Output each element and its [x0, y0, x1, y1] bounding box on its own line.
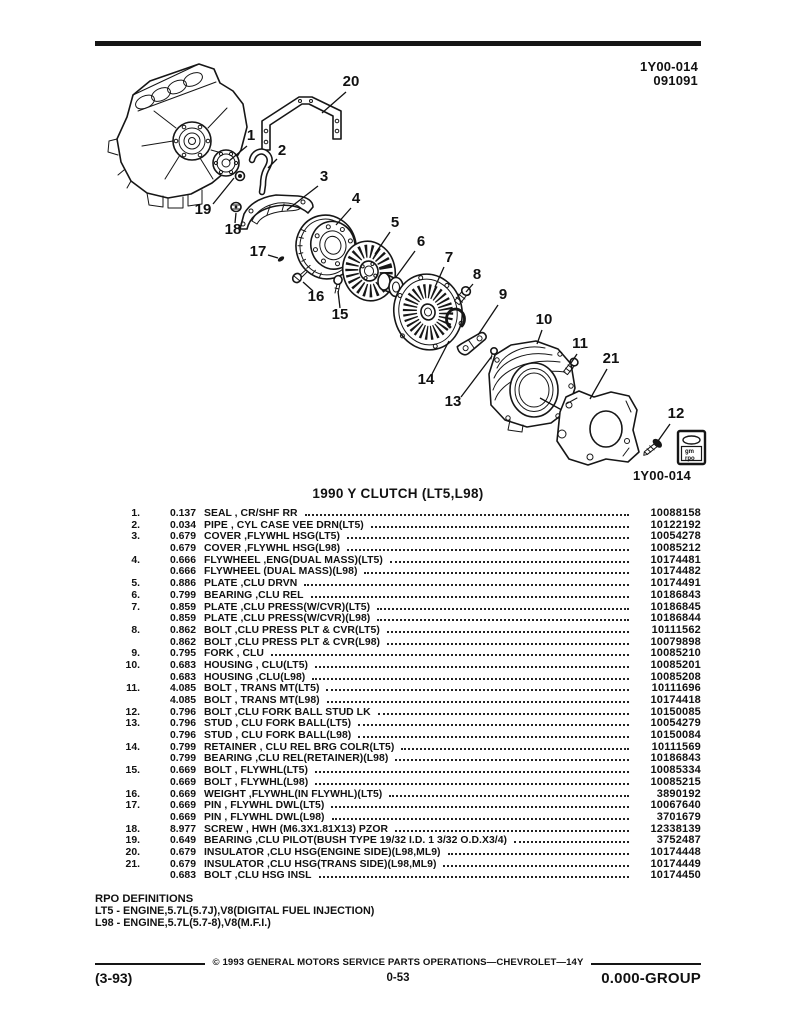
- insulator-part: [557, 391, 639, 465]
- part-description: HOUSING , CLU(LT5): [204, 659, 309, 671]
- parts-table: [95, 486, 701, 882]
- footer-group: 0.000-GROUP: [601, 970, 701, 987]
- table-row: [95, 800, 701, 812]
- quantity: 0.796: [169, 718, 196, 730]
- callout-number-18: 18: [224, 221, 242, 238]
- dot-leader: [377, 619, 629, 621]
- table-row: [95, 625, 701, 637]
- table-row: [95, 660, 701, 672]
- rpo-line-lt5: LT5 - ENGINE,5.7L(5.7J),V8(DIGITAL FUEL INJECTION): [95, 905, 375, 918]
- table-row: [95, 765, 701, 777]
- table-row: [95, 824, 701, 836]
- dot-leader: [326, 689, 629, 691]
- dowel-pin-part: [277, 255, 285, 262]
- part-description: STUD , CLU FORK BALL(L98): [204, 730, 352, 742]
- table-row: [95, 812, 701, 824]
- item-number: 10.: [125, 659, 140, 671]
- part-number: 10079898: [650, 635, 701, 648]
- table-row: [95, 707, 701, 719]
- part-number: 10174418: [650, 694, 701, 706]
- part-number: 10085334: [650, 764, 701, 777]
- item-number: 9.: [131, 648, 140, 660]
- item-number: 14.: [125, 741, 140, 753]
- dot-leader: [347, 537, 629, 539]
- footer-rule-right: [591, 963, 701, 965]
- footer-page-number: 0-53: [386, 972, 410, 984]
- table-rows: [95, 508, 701, 882]
- item-number: 11.: [126, 683, 140, 695]
- table-row: [95, 742, 701, 754]
- part-number: 10174448: [650, 845, 701, 858]
- quantity: 0.683: [169, 659, 196, 671]
- part-description: BOLT , TRANS MT(L98): [204, 695, 320, 706]
- part-description: BOLT ,CLU PRESS PLT & CVR(L98): [204, 636, 381, 648]
- callout-number-9: 9: [498, 286, 508, 303]
- callout-number-13: 13: [444, 393, 462, 410]
- quantity: 0.669: [169, 800, 196, 812]
- part-number: 10174450: [650, 869, 701, 882]
- table-row: [95, 789, 701, 801]
- screw-part-18: [231, 203, 241, 212]
- table-row: [95, 566, 701, 578]
- top-rule: [95, 41, 701, 46]
- dot-leader: [305, 514, 629, 516]
- callout-number-12: 12: [667, 405, 685, 422]
- exploded-diagram: [0, 48, 791, 498]
- table-row: [95, 730, 701, 742]
- rpo-box-line2: rpo: [685, 456, 695, 462]
- dot-leader: [448, 853, 629, 855]
- rpo-box-line1: gm: [685, 449, 694, 455]
- part-number: 10085215: [650, 775, 701, 788]
- clutch-fork-part: [456, 329, 488, 357]
- table-row: [95, 508, 701, 520]
- item-number: 15.: [125, 765, 140, 777]
- item-number: 20.: [125, 846, 140, 858]
- part-description: BEARING ,CLU REL(RETAINER)(L98): [204, 753, 389, 765]
- part-description: BOLT ,CLU HSG INSL: [204, 870, 312, 882]
- rpo-line-l98: L98 - ENGINE,5.7L(5.7-8),V8(M.F.I.): [95, 917, 271, 930]
- callout-number-2: 2: [277, 142, 287, 159]
- part-number: 10186845: [650, 600, 701, 613]
- dot-leader: [271, 654, 629, 656]
- table-row: [95, 847, 701, 859]
- header-ref-line1: 1Y00-014: [640, 59, 698, 74]
- item-number: 13.: [125, 718, 140, 730]
- figure-id: 1Y00-014: [633, 468, 691, 483]
- rpo-heading: RPO DEFINITIONS: [95, 893, 194, 905]
- item-number: 12.: [125, 706, 140, 718]
- table-row: [95, 777, 701, 789]
- quantity: 0.034: [169, 519, 196, 531]
- quantity: 8.977: [169, 823, 196, 835]
- table-row: [95, 555, 701, 567]
- part-description: BOLT , FLYWHL(L98): [204, 776, 309, 788]
- dot-leader: [315, 783, 629, 785]
- part-description: COVER ,FLYWHL HSG(L98): [204, 543, 341, 555]
- callout-number-16: 16: [307, 288, 325, 305]
- pilot-bearing-part: [236, 172, 245, 181]
- part-number: 10174449: [650, 857, 701, 870]
- part-description: FORK , CLU: [204, 648, 264, 660]
- item-number: 6.: [131, 589, 140, 601]
- part-number: 3890192: [656, 787, 701, 800]
- callout-leader-6: [396, 251, 415, 277]
- rpo-definitions: [95, 893, 701, 930]
- part-number: 10150084: [650, 729, 701, 742]
- quantity: 0.862: [169, 624, 196, 636]
- part-number: 10085212: [650, 542, 701, 555]
- callout-number-17: 17: [249, 243, 267, 260]
- quantity: 0.795: [169, 648, 196, 660]
- table-row: [95, 613, 701, 625]
- item-number: 7.: [131, 601, 140, 613]
- part-number: 10085208: [650, 670, 701, 683]
- callout-number-1: 1: [246, 127, 256, 144]
- footer-date: (3-93): [95, 970, 133, 986]
- quantity: 0.859: [169, 601, 196, 613]
- callout-number-21: 21: [602, 350, 620, 367]
- part-description: SCREW , HWH (M6.3X1.81X13) PZOR: [204, 823, 388, 835]
- table-row: [95, 718, 701, 730]
- item-number: 1.: [131, 508, 140, 519]
- quantity: 0.886: [169, 578, 196, 590]
- quantity: 0.679: [169, 858, 196, 870]
- callout-number-3: 3: [319, 168, 329, 185]
- part-description: FLYWHEEL (DUAL MASS)(L98): [204, 566, 358, 578]
- part-number: 10067640: [650, 799, 701, 812]
- dot-leader: [514, 841, 629, 843]
- part-number: 10111569: [651, 740, 701, 753]
- quantity: 0.669: [169, 776, 196, 788]
- dot-leader: [401, 748, 629, 750]
- quantity: 0.799: [169, 741, 196, 753]
- dot-leader: [387, 631, 629, 633]
- part-number: 10085210: [650, 647, 701, 660]
- part-number: 10186844: [650, 612, 701, 625]
- part-number: 10186843: [650, 588, 701, 601]
- part-number: 10085201: [650, 658, 701, 671]
- dot-leader: [315, 666, 629, 668]
- table-row: [95, 520, 701, 532]
- dot-leader: [332, 818, 629, 820]
- part-description: BOLT , FLYWHL(LT5): [204, 765, 309, 777]
- quantity: 0.137: [169, 508, 196, 519]
- seal-flange-part: [213, 150, 239, 176]
- header-ref-line2: 091091: [653, 72, 698, 88]
- part-number: 10174481: [650, 553, 701, 566]
- bracket-part: [262, 97, 341, 150]
- copyright-line: © 1993 GENERAL MOTORS SERVICE PARTS OPERATIONS—CHEVROLET—14Y: [212, 957, 584, 968]
- part-number: 10111696: [651, 682, 701, 695]
- part-number: 12338139: [650, 822, 701, 835]
- table-row: [95, 602, 701, 614]
- callout-number-6: 6: [416, 233, 426, 250]
- quantity: 4.085: [169, 695, 196, 706]
- dot-leader: [319, 876, 630, 878]
- quantity: 0.683: [169, 870, 196, 882]
- rpo-label-box: [678, 431, 705, 464]
- quantity: 0.679: [169, 846, 196, 858]
- table-row: [95, 835, 701, 847]
- quantity: 0.666: [169, 554, 196, 566]
- callout-number-14: 14: [417, 371, 435, 388]
- table-row: [95, 753, 701, 765]
- item-number: 8.: [131, 624, 140, 636]
- engine-block-drawing: [108, 64, 247, 208]
- part-description: FLYWHEEL ,ENG(DUAL MASS)(LT5): [204, 554, 383, 566]
- footer-rule-left: [95, 963, 205, 965]
- item-number: 5.: [131, 578, 140, 590]
- quantity: 0.679: [169, 531, 196, 543]
- callout-number-4: 4: [351, 190, 361, 207]
- part-number: 10174491: [650, 577, 701, 590]
- part-description: HOUSING ,CLU(L98): [204, 671, 306, 683]
- callout-leader-13: [461, 356, 492, 397]
- part-description: PLATE ,CLU PRESS(W/CVR)(LT5): [204, 601, 371, 613]
- quantity: 0.799: [169, 753, 196, 765]
- callout-leader-19: [213, 178, 234, 204]
- dot-leader: [364, 572, 629, 574]
- dot-leader: [395, 759, 629, 761]
- part-description: BOLT ,CLU FORK BALL STUD LK: [204, 706, 371, 718]
- part-number: 10150085: [650, 705, 701, 718]
- footer-rule: [95, 957, 701, 968]
- pipe-part: [252, 152, 270, 192]
- part-description: PIN , FLYWHL DWL(L98): [204, 811, 325, 823]
- flywheel-bolt-part: [333, 275, 343, 293]
- part-description: COVER ,FLYWHL HSG(LT5): [204, 531, 340, 543]
- part-description: PLATE ,CLU DRVN: [204, 578, 298, 590]
- dot-leader: [377, 608, 629, 610]
- screw-part-12: [641, 437, 663, 460]
- part-number: 10111562: [651, 623, 701, 636]
- item-number: 21.: [125, 858, 140, 870]
- dot-leader: [358, 724, 629, 726]
- callout-leader-17: [268, 255, 278, 258]
- quantity: 0.649: [169, 835, 196, 847]
- callout-number-11: 11: [572, 335, 588, 352]
- table-row: [95, 648, 701, 660]
- dot-leader: [347, 549, 629, 551]
- dot-leader: [395, 830, 629, 832]
- part-number: 10054279: [650, 717, 701, 730]
- callout-leader-12: [658, 424, 670, 441]
- dot-leader: [315, 771, 629, 773]
- quantity: 0.683: [169, 671, 196, 683]
- item-number: 4.: [131, 554, 140, 566]
- callout-number-20: 20: [342, 73, 360, 90]
- part-description: BEARING ,CLU REL: [204, 589, 304, 601]
- table-row: [95, 543, 701, 555]
- item-number: 19.: [125, 835, 140, 847]
- part-number: 3701679: [656, 810, 701, 823]
- dot-leader: [358, 736, 629, 738]
- part-number: 10054278: [650, 530, 701, 543]
- dot-leader: [327, 701, 629, 703]
- housing-cover-part: [240, 195, 313, 229]
- dot-leader: [311, 596, 629, 598]
- part-description: PIPE , CYL CASE VEE DRN(LT5): [204, 519, 364, 531]
- quantity: 0.679: [169, 543, 196, 555]
- page-footer: [95, 957, 701, 988]
- part-description: WEIGHT ,FLYWHL(IN FLYWHL)(LT5): [204, 788, 383, 800]
- part-description: BEARING ,CLU PILOT(BUSH TYPE 19/32 I.D. 1 3/32 O.D.X3/4): [204, 835, 508, 847]
- callout-number-15: 15: [331, 306, 349, 323]
- quantity: 0.862: [169, 636, 196, 648]
- table-row: [95, 531, 701, 543]
- callout-number-5: 5: [390, 214, 400, 231]
- dot-leader: [390, 561, 629, 563]
- callout-number-7: 7: [444, 249, 454, 266]
- part-description: RETAINER , CLU REL BRG COLR(LT5): [204, 741, 395, 753]
- table-row: [95, 578, 701, 590]
- weight-bolt-part: [291, 269, 308, 284]
- dot-leader: [389, 795, 629, 797]
- callout-number-10: 10: [535, 311, 553, 328]
- part-description: BOLT ,CLU PRESS PLT & CVR(LT5): [204, 624, 380, 636]
- part-number: 10186843: [650, 752, 701, 765]
- part-number: 10122192: [650, 518, 701, 531]
- part-number: 10174482: [650, 565, 701, 578]
- table-row: [95, 695, 701, 707]
- part-number: 3752487: [656, 834, 701, 847]
- table-row: [95, 683, 701, 695]
- part-description: INSULATOR ,CLU HSG(ENGINE SIDE)(L98,ML9): [204, 846, 441, 858]
- quantity: 0.669: [169, 811, 196, 823]
- callout-number-8: 8: [472, 266, 482, 283]
- part-number: 10088158: [650, 507, 701, 519]
- part-description: PIN , FLYWHL DWL(LT5): [204, 800, 325, 812]
- item-number: 2.: [131, 519, 140, 531]
- dot-leader: [331, 806, 629, 808]
- quantity: 0.859: [169, 613, 196, 625]
- dot-leader: [443, 865, 629, 867]
- item-number: 16.: [125, 788, 140, 800]
- quantity: 0.669: [169, 788, 196, 800]
- part-description: INSULATOR ,CLU HSG(TRANS SIDE)(L98,ML9): [204, 858, 437, 870]
- quantity: 0.799: [169, 589, 196, 601]
- part-description: SEAL , CR/SHF RR: [204, 508, 298, 519]
- table-title: 1990 Y CLUTCH (LT5,L98): [312, 486, 484, 501]
- quantity: 0.666: [169, 566, 196, 578]
- table-row: [95, 870, 701, 882]
- quantity: 0.796: [169, 730, 196, 742]
- dot-leader: [312, 678, 629, 680]
- table-row: [95, 859, 701, 871]
- dot-leader: [304, 584, 629, 586]
- dot-leader: [378, 713, 629, 715]
- table-row: [95, 637, 701, 649]
- item-number: 18.: [125, 823, 140, 835]
- quantity: 4.085: [169, 683, 196, 695]
- part-description: BOLT , TRANS MT(LT5): [204, 683, 320, 695]
- part-description: PLATE ,CLU PRESS(W/CVR)(L98): [204, 613, 371, 625]
- table-row: [95, 590, 701, 602]
- dot-leader: [387, 643, 629, 645]
- part-description: STUD , CLU FORK BALL(LT5): [204, 718, 352, 730]
- table-row: [95, 672, 701, 684]
- quantity: 0.796: [169, 706, 196, 718]
- quantity: 0.669: [169, 765, 196, 777]
- item-number: 17.: [125, 800, 140, 812]
- dot-leader: [371, 526, 629, 528]
- item-number: 3.: [131, 531, 140, 543]
- callout-number-19: 19: [194, 201, 212, 218]
- callout-leader-9: [478, 305, 498, 335]
